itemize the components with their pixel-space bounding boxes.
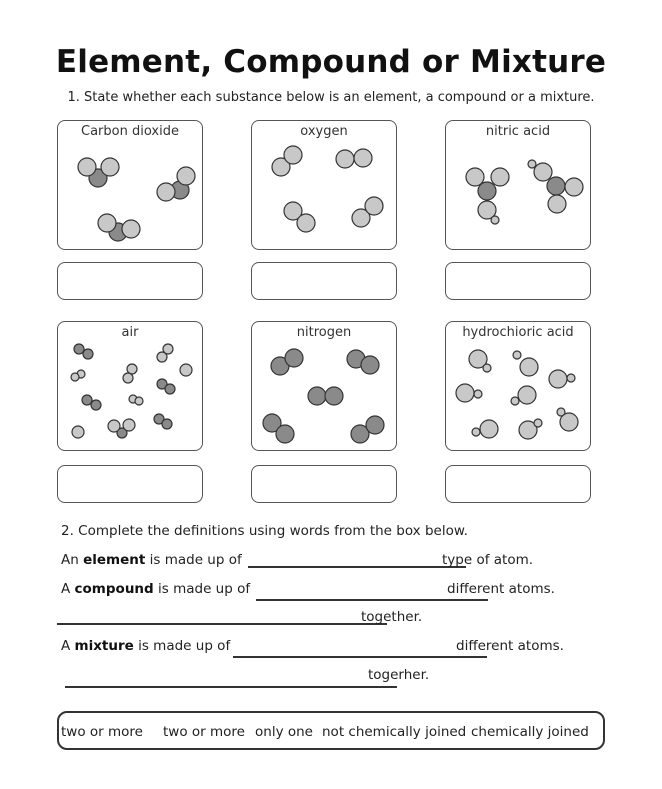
word-box bbox=[57, 711, 605, 750]
blank-line[interactable] bbox=[57, 623, 387, 625]
substance-label: air bbox=[121, 325, 139, 340]
answer-box-air[interactable] bbox=[57, 465, 203, 503]
definition-compound bbox=[61, 581, 250, 597]
substance-label: Carbon dioxide bbox=[81, 124, 179, 139]
definition-term: element bbox=[83, 552, 146, 568]
answer-box-oxygen[interactable] bbox=[251, 262, 397, 300]
substance-box-air bbox=[57, 321, 203, 451]
definition-prefix: An bbox=[61, 552, 84, 568]
answer-box-nitrogen[interactable] bbox=[251, 465, 397, 503]
substance-label: oxygen bbox=[300, 124, 348, 139]
molecule-diagram bbox=[252, 121, 398, 251]
molecule-diagram bbox=[446, 121, 592, 251]
definition-element bbox=[61, 552, 242, 568]
substance-box-hydrochloric-acid bbox=[445, 321, 591, 451]
substance-box-nitric-acid bbox=[445, 120, 591, 250]
definition-mixture bbox=[61, 638, 230, 654]
word-option[interactable]: not chemically joined bbox=[322, 724, 467, 740]
definition-suffix: different atoms. bbox=[447, 581, 555, 597]
page-title: Element, Compound or Mixture bbox=[55, 44, 607, 80]
molecule-diagram bbox=[446, 322, 592, 452]
substance-label: hydrochioric acid bbox=[462, 325, 574, 340]
definition-prefix: A bbox=[61, 638, 75, 654]
definition-suffix: type of atom. bbox=[442, 552, 534, 568]
definition-middle: is made up of bbox=[145, 552, 242, 568]
blank-line[interactable] bbox=[256, 599, 488, 601]
blank-line[interactable] bbox=[233, 656, 487, 658]
blank-line[interactable] bbox=[65, 686, 397, 688]
blank-line[interactable] bbox=[248, 566, 466, 568]
definition-middle: is made up of bbox=[153, 581, 251, 597]
answer-box-carbon-dioxide[interactable] bbox=[57, 262, 203, 300]
substance-box-oxygen bbox=[251, 120, 397, 250]
definition-term: compound bbox=[74, 581, 154, 597]
substance-label: nitrogen bbox=[296, 325, 352, 340]
molecule-diagram bbox=[252, 322, 398, 452]
substance-label: nitric acid bbox=[485, 124, 551, 139]
question-2: 2. Complete the definitions using words from the box below. bbox=[61, 523, 468, 539]
question-1: 1. State whether each substance below is an element, a compound or a mixture. bbox=[67, 90, 595, 105]
definition-end: together. bbox=[361, 609, 423, 625]
molecule-diagram bbox=[58, 322, 204, 452]
word-option[interactable]: only one bbox=[255, 724, 313, 740]
substance-box-nitrogen bbox=[251, 321, 397, 451]
word-option[interactable]: two or more bbox=[163, 724, 245, 740]
definition-term: mixture bbox=[74, 638, 134, 654]
molecule-diagram bbox=[58, 121, 204, 251]
definition-middle: is made up of bbox=[133, 638, 231, 654]
definition-suffix: different atoms. bbox=[456, 638, 564, 654]
definition-end: togerher. bbox=[368, 667, 430, 683]
definition-prefix: A bbox=[61, 581, 75, 597]
answer-box-nitric-acid[interactable] bbox=[445, 262, 591, 300]
word-option[interactable]: two or more bbox=[61, 724, 143, 740]
word-option[interactable]: chemically joined bbox=[471, 724, 589, 740]
answer-box-hydrochloric-acid[interactable] bbox=[445, 465, 591, 503]
substance-box-carbon-dioxide bbox=[57, 120, 203, 250]
